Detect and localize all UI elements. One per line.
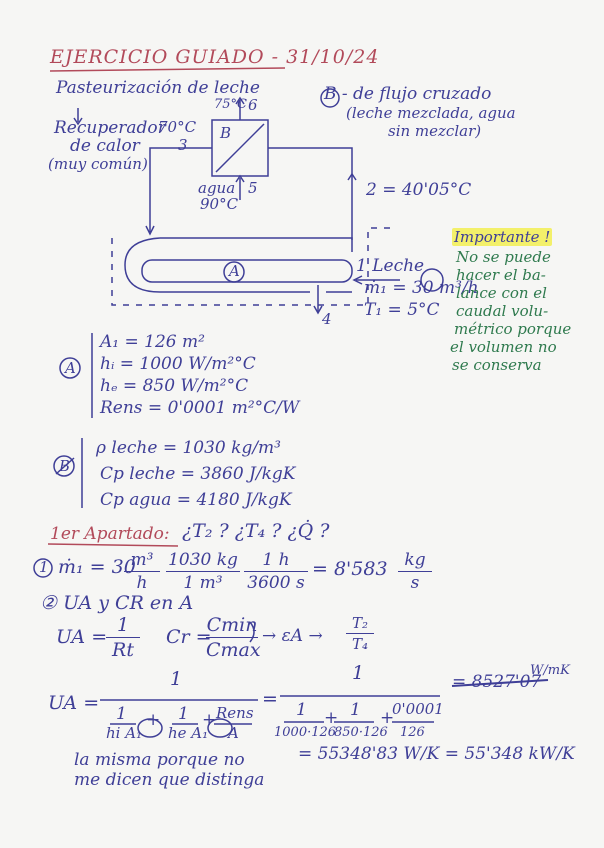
step-2-title: ② UA y CR en A <box>40 592 194 614</box>
params-b-label: B <box>59 457 71 475</box>
ua-plus-3: + <box>324 708 339 728</box>
temp-90: 90°C <box>200 195 239 213</box>
apartado-question: ¿T₂ ? ¿T₄ ? ¿Q̇ ? <box>182 520 330 542</box>
important-line-4: caudal volu- <box>456 302 549 320</box>
epsilon-arrow: → εA → <box>262 626 323 646</box>
ua-num: 1 <box>116 614 130 636</box>
ua-num-term-1: 1 <box>296 700 307 720</box>
ua-note-2: me dicen que distinga <box>74 770 265 790</box>
ua-num-term-3: 0'0001 <box>392 700 444 718</box>
important-line-3: lance con el <box>456 284 547 302</box>
ua-plus-4: + <box>380 708 395 728</box>
apartado-title: 1er Apartado: <box>50 524 170 544</box>
param-a-hi: hᵢ = 1000 W/m²°C <box>100 354 256 374</box>
param-b-cp-leche: Cp leche = 3860 J/kgK <box>100 464 296 484</box>
step-1-density-num: 1030 kg <box>168 550 238 570</box>
milk-flow: ṁ₁ = 30 m³/h <box>364 278 479 298</box>
ua-struck-unit: W/mK <box>530 663 570 678</box>
recuperador-label: Recuperador <box>54 118 166 138</box>
exchanger-b-note: B - de flujo cruzado <box>324 84 492 104</box>
ua-big-num: 1 <box>170 668 183 690</box>
ua-label-2: UA = <box>48 692 100 714</box>
temp-70: 70°C <box>158 118 197 136</box>
ua-term-2-num: 1 <box>178 704 189 724</box>
ua-note-1: la misma porque no <box>74 750 245 770</box>
ua-num-2: 1 <box>352 662 365 684</box>
important-line-7: se conserva <box>452 356 542 374</box>
ua-struck-value: = 8527'07 <box>452 672 542 692</box>
page-title: EJERCICIO GUIADO - 31/10/24 <box>50 46 380 68</box>
important-line-2: hacer el ba- <box>456 266 546 284</box>
step-1-lhs: ṁ₁ = 30 <box>58 556 136 578</box>
t2-label: T₂ <box>351 614 369 632</box>
param-b-density: ρ leche = 1030 kg/m³ <box>96 438 281 458</box>
ua-plus-1: + <box>146 710 161 730</box>
cr-den: Cmax <box>206 639 261 661</box>
milk-temp: T₁ = 5°C <box>364 300 440 320</box>
stream-4-label: 4 <box>322 310 332 328</box>
important-line-1: No se puede <box>456 248 551 266</box>
ua-term-1-den: hi A₁ <box>106 724 143 742</box>
stream-6-label: 6 <box>248 96 258 114</box>
ua-num-term-3-den: 126 <box>400 725 425 740</box>
ua-term-3-den: A <box>228 724 239 742</box>
important-title-text: Importante ! <box>454 228 551 246</box>
cr-num: Cmin <box>206 614 258 636</box>
param-a-he: hₑ = 850 W/m²°C <box>100 376 249 396</box>
step-1-density-den: 1 m³ <box>183 573 223 593</box>
step-1-unit-den: h <box>136 573 148 593</box>
important-line-6: el volumen no <box>450 338 557 356</box>
temp-75: 75°C <box>214 97 247 112</box>
recuperador-note: (muy común) <box>48 155 148 173</box>
stream-5-label: 5 <box>248 179 258 197</box>
cr-label: Cr = <box>166 626 212 648</box>
milk-stream-label: 1 Leche <box>356 256 425 276</box>
stream-2-label: 2 = 40'05°C <box>366 180 472 200</box>
stream-3-label: 3 <box>178 136 188 154</box>
ua-plus-2: + <box>202 710 217 730</box>
important-line-5: métrico porque <box>454 320 572 338</box>
step-1-result-unit-num: kg <box>404 550 426 570</box>
water-label: agua <box>198 179 236 197</box>
exchanger-b-note-2: (leche mezclada, agua <box>346 104 516 122</box>
exchanger-a-label: A <box>229 262 240 280</box>
ua-den: Rt <box>112 639 134 661</box>
step-1-result-unit-den: s <box>410 573 420 593</box>
step-1-unit-num: m³ <box>130 550 154 570</box>
process-title: Pasteurización de leche <box>56 78 260 98</box>
step-1-result: = 8'583 <box>312 558 388 580</box>
param-a-rens: Rens = 0'0001 m²°C/W <box>100 398 300 418</box>
params-a-label: A <box>65 359 76 377</box>
ua-num-term-2-den: 850·126 <box>334 725 388 740</box>
step-1-time-num: 1 h <box>262 550 290 570</box>
ua-equals: = <box>262 688 278 710</box>
ua-num-term-1-den: 1000·126 <box>274 725 337 740</box>
t4-label: T₄ <box>351 635 369 653</box>
exchanger-b-note-3: sin mezclar) <box>388 122 482 140</box>
param-b-cp-agua: Cp agua = 4180 J/kgK <box>100 490 292 510</box>
step-1-time-den: 3600 s <box>247 573 305 593</box>
recuperador-label-2: de calor <box>70 136 140 156</box>
ua-num-term-2: 1 <box>350 700 361 720</box>
ua-term-2-den: he A₁ <box>168 724 209 742</box>
step-1-number: 1 <box>39 558 49 576</box>
ua-result: = 55348'83 W/K = 55'348 kW/K <box>298 744 575 764</box>
ua-term-1-num: 1 <box>116 704 127 724</box>
exchanger-b-label: B <box>220 124 232 142</box>
ua-label: UA = <box>56 626 108 648</box>
param-a-area: A₁ = 126 m² <box>100 332 205 352</box>
ua-term-3-num: Rens <box>216 704 254 722</box>
